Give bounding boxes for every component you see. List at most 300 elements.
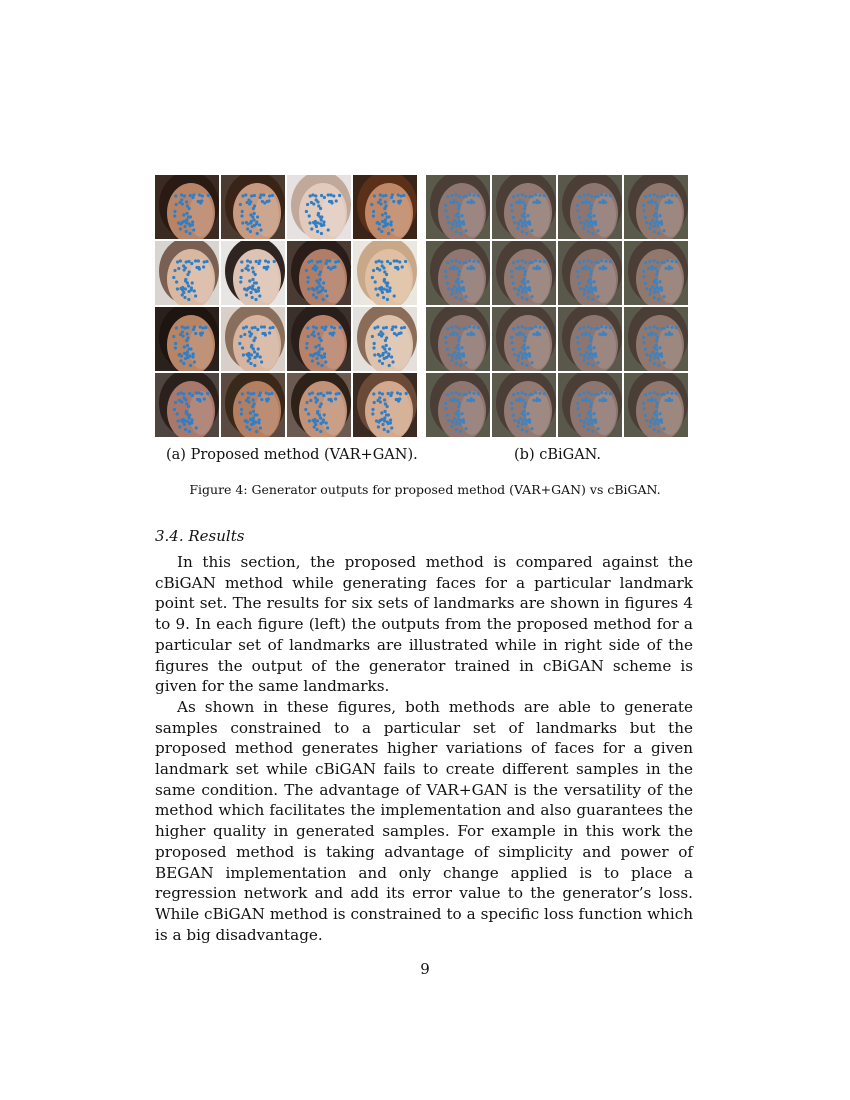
landmark-point bbox=[464, 361, 467, 364]
landmark-point bbox=[598, 267, 601, 270]
face-thumbnail bbox=[492, 373, 556, 437]
landmark-point bbox=[526, 419, 529, 422]
landmark-point bbox=[651, 285, 654, 288]
landmark-point bbox=[382, 296, 385, 299]
landmark-point bbox=[455, 325, 458, 328]
landmark-point bbox=[327, 228, 330, 231]
landmark-point bbox=[250, 423, 253, 426]
landmark-point bbox=[455, 428, 458, 431]
landmark-point bbox=[519, 219, 522, 222]
landmark-point bbox=[653, 362, 656, 365]
landmark-point bbox=[191, 220, 194, 223]
landmark-point bbox=[600, 391, 603, 394]
landmark-point bbox=[391, 325, 394, 328]
landmark-point bbox=[256, 328, 259, 331]
landmark-point bbox=[516, 326, 519, 329]
landmark-point bbox=[381, 353, 384, 356]
landmark-point bbox=[319, 416, 322, 419]
landmark-point bbox=[590, 336, 593, 339]
landmark-point bbox=[522, 399, 525, 402]
landmark-point bbox=[323, 196, 326, 199]
landmark-point bbox=[307, 276, 310, 279]
landmark-point bbox=[649, 223, 652, 226]
landmark-point bbox=[653, 354, 656, 357]
landmark-point bbox=[675, 194, 678, 197]
landmark-point bbox=[255, 260, 258, 263]
landmark-point bbox=[512, 216, 515, 219]
landmark-point bbox=[239, 203, 242, 206]
landmark-point bbox=[184, 287, 187, 290]
landmark-point bbox=[664, 267, 667, 270]
landmark-point bbox=[456, 333, 459, 336]
landmark-point bbox=[255, 222, 258, 225]
landmark-point bbox=[587, 354, 590, 357]
face-thumbnail bbox=[287, 175, 351, 239]
landmark-point bbox=[315, 296, 318, 299]
landmark-point bbox=[318, 405, 321, 408]
landmark-point bbox=[252, 416, 255, 419]
landmark-point bbox=[309, 353, 312, 356]
landmark-point bbox=[248, 279, 251, 282]
landmark-point bbox=[512, 261, 515, 264]
landmark-point bbox=[455, 362, 458, 365]
landmark-point bbox=[453, 351, 456, 354]
landmark-point bbox=[455, 193, 458, 196]
landmark-point bbox=[188, 416, 191, 419]
landmark-point bbox=[453, 219, 456, 222]
landmark-point bbox=[538, 267, 541, 270]
landmark-point bbox=[465, 195, 468, 198]
landmark-point bbox=[579, 287, 582, 290]
landmark-point bbox=[184, 398, 187, 401]
landmark-point bbox=[320, 364, 323, 367]
landmark-point bbox=[458, 336, 461, 339]
landmark-point bbox=[188, 430, 191, 433]
landmark-point bbox=[263, 201, 266, 204]
landmark-point bbox=[325, 294, 328, 297]
landmark-point bbox=[373, 353, 376, 356]
landmark-point bbox=[312, 293, 315, 296]
landmark-point bbox=[249, 230, 252, 233]
landmark-point bbox=[592, 419, 595, 422]
landmark-point bbox=[464, 427, 467, 430]
face-thumbnail bbox=[624, 241, 688, 305]
landmark-point bbox=[655, 216, 658, 219]
landmark-point bbox=[265, 391, 268, 394]
landmark-point bbox=[254, 288, 257, 291]
landmark-point bbox=[199, 201, 202, 204]
landmark-point bbox=[460, 419, 463, 422]
landmark-point bbox=[604, 399, 607, 402]
landmark-point bbox=[189, 194, 192, 197]
landmark-point bbox=[656, 393, 659, 396]
landmark-point bbox=[522, 333, 525, 336]
landmark-point bbox=[656, 261, 659, 264]
landmark-point bbox=[398, 260, 401, 263]
landmark-point bbox=[246, 264, 249, 267]
landmark-point bbox=[658, 346, 661, 349]
landmark-point bbox=[384, 339, 387, 342]
landmark-point bbox=[513, 353, 516, 356]
landmark-point bbox=[382, 266, 385, 269]
landmark-point bbox=[662, 229, 665, 232]
landmark-point bbox=[644, 261, 647, 264]
landmark-point bbox=[601, 399, 604, 402]
landmark-point bbox=[449, 201, 452, 204]
landmark-point bbox=[175, 280, 178, 283]
landmark-point bbox=[378, 396, 381, 399]
landmark-point bbox=[651, 417, 654, 420]
landmark-point bbox=[582, 359, 585, 362]
landmark-point bbox=[458, 327, 461, 330]
landmark-point bbox=[644, 216, 647, 219]
landmark-point bbox=[337, 392, 340, 395]
landmark-point bbox=[450, 359, 453, 362]
landmark-point bbox=[312, 325, 315, 328]
landmark-point bbox=[510, 407, 513, 410]
landmark-point bbox=[472, 326, 475, 329]
landmark-point bbox=[598, 399, 601, 402]
landmark-point bbox=[522, 201, 525, 204]
landmark-point bbox=[383, 398, 386, 401]
landmark-point bbox=[472, 201, 475, 204]
landmark-point bbox=[589, 282, 592, 285]
landmark-point bbox=[395, 333, 398, 336]
face-thumbnail bbox=[558, 175, 622, 239]
landmark-point bbox=[524, 261, 527, 264]
landmark-point bbox=[592, 353, 595, 356]
face-thumbnail bbox=[353, 373, 417, 437]
landmark-point bbox=[249, 260, 252, 263]
landmark-point bbox=[662, 427, 665, 430]
landmark-point bbox=[524, 204, 527, 207]
landmark-point bbox=[371, 335, 374, 338]
landmark-point bbox=[179, 259, 182, 262]
landmark-point bbox=[388, 286, 391, 289]
landmark-point bbox=[246, 227, 249, 230]
landmark-point bbox=[604, 260, 607, 263]
landmark-point bbox=[317, 281, 320, 284]
landmark-point bbox=[657, 430, 660, 433]
landmark-point bbox=[524, 422, 527, 425]
landmark-point bbox=[306, 326, 309, 329]
landmark-point bbox=[468, 193, 471, 196]
landmark-point bbox=[576, 204, 579, 207]
landmark-point bbox=[384, 200, 387, 203]
landmark-point bbox=[316, 260, 319, 263]
landmark-point bbox=[515, 399, 518, 402]
landmark-point bbox=[314, 194, 317, 197]
landmark-point bbox=[656, 270, 659, 273]
landmark-point bbox=[648, 326, 651, 329]
landmark-point bbox=[310, 259, 313, 262]
subcaption-b: (b) cBiGAN. bbox=[514, 447, 602, 463]
landmark-point bbox=[178, 425, 181, 428]
landmark-point bbox=[510, 275, 513, 278]
landmark-point bbox=[326, 391, 329, 394]
landmark-point bbox=[385, 326, 388, 329]
landmark-point bbox=[253, 194, 256, 197]
landmark-point bbox=[458, 393, 461, 396]
landmark-point bbox=[596, 427, 599, 430]
landmark-point bbox=[395, 259, 398, 262]
landmark-point bbox=[258, 418, 261, 421]
landmark-point bbox=[655, 339, 658, 342]
landmark-point bbox=[609, 392, 612, 395]
landmark-point bbox=[523, 339, 526, 342]
landmark-point bbox=[404, 260, 407, 263]
landmark-point bbox=[523, 414, 526, 417]
landmark-point bbox=[250, 353, 253, 356]
landmark-point bbox=[587, 259, 590, 262]
landmark-point bbox=[252, 207, 255, 210]
landmark-point bbox=[388, 347, 391, 350]
landmark-point bbox=[370, 203, 373, 206]
landmark-point bbox=[653, 259, 656, 262]
landmark-point bbox=[249, 221, 252, 224]
landmark-point bbox=[378, 268, 381, 271]
landmark-point bbox=[175, 326, 178, 329]
landmark-point bbox=[510, 209, 513, 212]
landmark-point bbox=[330, 399, 333, 402]
landmark-point bbox=[459, 298, 462, 301]
face-thumbnail bbox=[426, 241, 490, 305]
landmark-point bbox=[382, 326, 385, 329]
landmark-point bbox=[457, 405, 460, 408]
landmark-point bbox=[320, 215, 323, 218]
landmark-point bbox=[319, 430, 322, 433]
landmark-point bbox=[656, 422, 659, 425]
landmark-point bbox=[645, 419, 648, 422]
landmark-point bbox=[185, 339, 188, 342]
landmark-point bbox=[384, 194, 387, 197]
landmark-point bbox=[329, 391, 332, 394]
landmark-point bbox=[252, 339, 255, 342]
landmark-point bbox=[518, 267, 521, 270]
landmark-point bbox=[309, 399, 312, 402]
landmark-point bbox=[576, 275, 579, 278]
landmark-point bbox=[313, 334, 316, 337]
landmark-point bbox=[667, 201, 670, 204]
landmark-point bbox=[316, 419, 319, 422]
landmark-point bbox=[590, 356, 593, 359]
landmark-point bbox=[247, 391, 250, 394]
landmark-point bbox=[172, 335, 175, 338]
landmark-point bbox=[189, 347, 192, 350]
landmark-point bbox=[524, 195, 527, 198]
landmark-point bbox=[469, 333, 472, 336]
landmark-point bbox=[596, 229, 599, 232]
landmark-point bbox=[182, 420, 185, 423]
landmark-point bbox=[579, 221, 582, 224]
landmark-point bbox=[389, 223, 392, 226]
landmark-point bbox=[174, 346, 177, 349]
landmark-point bbox=[334, 397, 337, 400]
landmark-point bbox=[516, 392, 519, 395]
landmark-point bbox=[393, 294, 396, 297]
paragraph: As shown in these figures, both methods are able to generate samples constrained to a particular set of landmarks but the proposed method generates higher variations of faces for a given landmark set while cBiGAN fails to create different samples in the same condition. The advantage of VAR+GAN is the versatility of the method which facilitates the implementation and also guarantees the higher quality in generated samples. For example in this work the proposed method is taking advantage of simplicity and power of BEGAN implementation and only change applied is to place a regression network and add its error value to the generator’s loss. While cBiGAN method is constrained to a specific loss function which is a big disadvantage. bbox=[155, 697, 693, 944]
landmark-point bbox=[576, 341, 579, 344]
landmark-point bbox=[655, 282, 658, 285]
landmark-point bbox=[512, 348, 515, 351]
landmark-point bbox=[257, 347, 260, 350]
landmark-point bbox=[460, 221, 463, 224]
landmark-point bbox=[538, 194, 541, 197]
landmark-point bbox=[521, 362, 524, 365]
landmark-point bbox=[644, 393, 647, 396]
landmark-point bbox=[268, 331, 271, 334]
landmark-point bbox=[402, 194, 405, 197]
landmark-point bbox=[384, 212, 387, 215]
landmark-point bbox=[249, 362, 252, 365]
landmark-point bbox=[385, 344, 388, 347]
face-thumbnail bbox=[287, 241, 351, 305]
landmark-point bbox=[252, 410, 255, 413]
landmark-point bbox=[472, 392, 475, 395]
landmark-point bbox=[312, 330, 315, 333]
landmark-point bbox=[385, 288, 388, 291]
landmark-point bbox=[518, 399, 521, 402]
landmark-point bbox=[576, 402, 579, 405]
landmark-point bbox=[663, 195, 666, 198]
landmark-point bbox=[455, 354, 458, 357]
landmark-point bbox=[648, 392, 651, 395]
landmark-point bbox=[582, 194, 585, 197]
landmark-point bbox=[386, 405, 389, 408]
landmark-point bbox=[305, 210, 308, 213]
landmark-point bbox=[371, 408, 374, 411]
landmark-point bbox=[653, 225, 656, 228]
landmark-point bbox=[512, 414, 515, 417]
landmark-point bbox=[319, 222, 322, 225]
landmark-point bbox=[378, 354, 381, 357]
landmark-point bbox=[239, 335, 242, 338]
landmark-point bbox=[457, 348, 460, 351]
landmark-point bbox=[239, 280, 242, 283]
landmark-point bbox=[177, 392, 180, 395]
landmark-point bbox=[654, 201, 657, 204]
landmark-point bbox=[468, 325, 471, 328]
landmark-point bbox=[455, 222, 458, 225]
landmark-point bbox=[240, 214, 243, 217]
landmark-point bbox=[589, 414, 592, 417]
landmark-point bbox=[459, 364, 462, 367]
landmark-point bbox=[513, 287, 516, 290]
landmark-point bbox=[321, 326, 324, 329]
landmark-point bbox=[657, 232, 660, 235]
landmark-point bbox=[255, 413, 258, 416]
landmark-point bbox=[650, 201, 653, 204]
landmark-point bbox=[377, 227, 380, 230]
landmark-point bbox=[255, 281, 258, 284]
landmark-point bbox=[184, 428, 187, 431]
landmark-point bbox=[325, 259, 328, 262]
landmark-point bbox=[525, 430, 528, 433]
landmark-point bbox=[576, 270, 579, 273]
landmark-point bbox=[596, 361, 599, 364]
landmark-point bbox=[581, 333, 584, 336]
landmark-point bbox=[255, 430, 258, 433]
landmark-point bbox=[450, 293, 453, 296]
landmark-point bbox=[192, 193, 195, 196]
landmark-point bbox=[184, 419, 187, 422]
face-thumbnail bbox=[426, 307, 490, 371]
landmark-point bbox=[307, 287, 310, 290]
face-thumbnail bbox=[221, 175, 285, 239]
landmark-point bbox=[180, 400, 183, 403]
face-thumbnail bbox=[155, 373, 219, 437]
landmark-point bbox=[390, 426, 393, 429]
landmark-point bbox=[604, 267, 607, 270]
landmark-point bbox=[526, 221, 529, 224]
landmark-point bbox=[450, 425, 453, 428]
landmark-point bbox=[524, 270, 527, 273]
landmark-point bbox=[590, 422, 593, 425]
landmark-point bbox=[451, 421, 454, 424]
landmark-point bbox=[656, 195, 659, 198]
landmark-point bbox=[309, 194, 312, 197]
face-thumbnail bbox=[221, 373, 285, 437]
landmark-point bbox=[314, 345, 317, 348]
landmark-point bbox=[670, 399, 673, 402]
landmark-point bbox=[587, 288, 590, 291]
landmark-point bbox=[253, 350, 256, 353]
landmark-point bbox=[247, 268, 250, 271]
landmark-point bbox=[335, 199, 338, 202]
landmark-point bbox=[185, 218, 188, 221]
landmark-point bbox=[194, 332, 197, 335]
landmark-point bbox=[521, 296, 524, 299]
landmark-point bbox=[390, 355, 393, 358]
landmark-point bbox=[403, 326, 406, 329]
landmark-point bbox=[648, 260, 651, 263]
landmark-point bbox=[648, 293, 651, 296]
landmark-point bbox=[587, 423, 590, 426]
landmark-point bbox=[446, 282, 449, 285]
landmark-point bbox=[373, 342, 376, 345]
landmark-point bbox=[538, 392, 541, 395]
landmark-point bbox=[444, 209, 447, 212]
landmark-point bbox=[390, 220, 393, 223]
landmark-point bbox=[664, 333, 667, 336]
landmark-point bbox=[667, 333, 670, 336]
landmark-point bbox=[179, 391, 182, 394]
landmark-point bbox=[651, 351, 654, 354]
landmark-point bbox=[247, 400, 250, 403]
landmark-point bbox=[401, 265, 404, 268]
landmark-point bbox=[582, 260, 585, 263]
landmark-point bbox=[653, 423, 656, 426]
landmark-point bbox=[543, 194, 546, 197]
landmark-point bbox=[670, 267, 673, 270]
landmark-point bbox=[658, 287, 661, 290]
subcaption-a: (a) Proposed method (VAR+GAN). bbox=[166, 447, 418, 463]
landmark-point bbox=[590, 402, 593, 405]
landmark-point bbox=[317, 344, 320, 347]
face-thumbnail bbox=[221, 307, 285, 371]
landmark-point bbox=[257, 421, 260, 424]
landmark-point bbox=[656, 327, 659, 330]
landmark-point bbox=[444, 402, 447, 405]
landmark-point bbox=[592, 346, 595, 349]
landmark-point bbox=[538, 260, 541, 263]
landmark-point bbox=[609, 260, 612, 263]
landmark-point bbox=[265, 267, 268, 270]
face-thumbnail bbox=[492, 241, 556, 305]
landmark-point bbox=[189, 364, 192, 367]
landmark-point bbox=[465, 261, 468, 264]
landmark-point bbox=[378, 391, 381, 394]
